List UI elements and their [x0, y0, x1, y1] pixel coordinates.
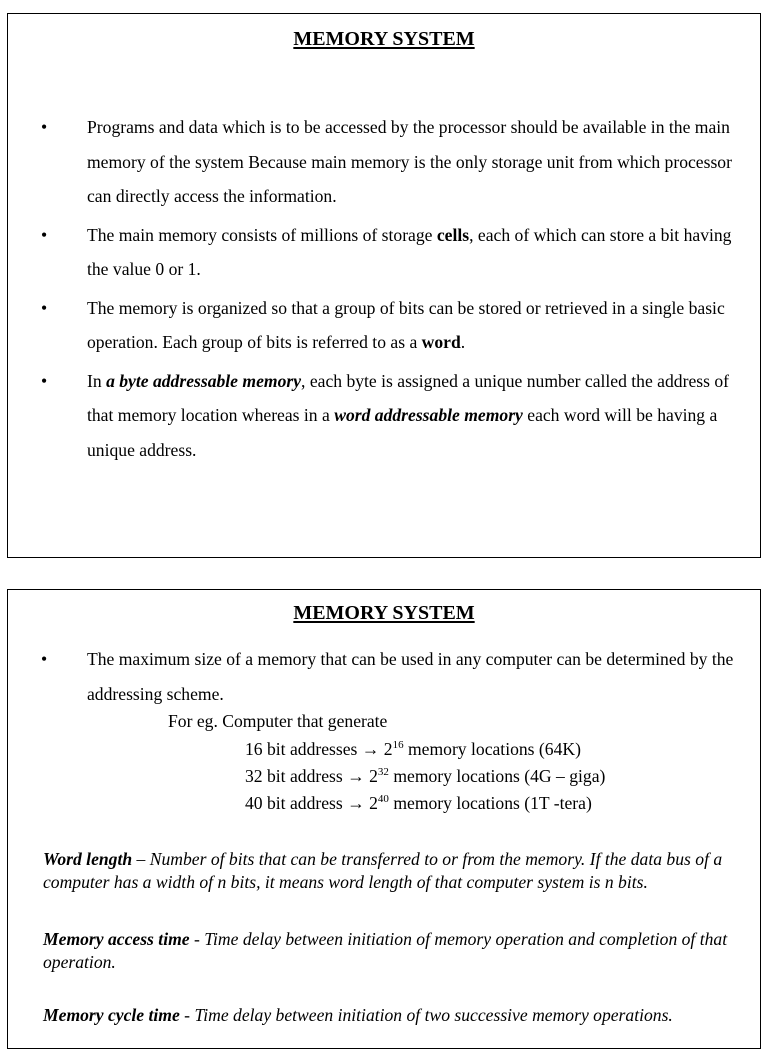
bullet-icon: •: [41, 117, 48, 137]
bullet-icon: •: [41, 297, 48, 318]
bullet-icon: •: [41, 649, 48, 669]
bullet-item: [8, 364, 760, 468]
bullet-item: [8, 291, 760, 360]
bullet-item: [8, 110, 760, 214]
bullet-text: Programs and data which is to be accessed by the processor should be available in the main memory of the system Because main memory is the only storage unit from which processor can directly access the information.: [87, 117, 732, 206]
bullet-icon: •: [41, 224, 48, 245]
slide-2-title: MEMORY SYSTEM: [293, 602, 475, 624]
definition-memory-access-time: [43, 928, 752, 974]
slide-2-bullet-list: [8, 642, 760, 715]
example-text: memory locations (1T -tera): [388, 793, 592, 813]
definition-term: Word length: [43, 849, 133, 869]
emphasis-byte-addressable: a byte addressable memory: [106, 370, 302, 391]
example-row: [245, 793, 592, 814]
example-text: 32 bit address → 2: [245, 766, 378, 786]
example-row: [245, 766, 605, 787]
example-exponent: 16: [392, 739, 404, 751]
definition-term: Memory cycle time: [43, 1005, 180, 1025]
bullet-text: The main memory consists of millions of storage: [87, 224, 437, 245]
example-text: 16 bit addresses → 2: [245, 739, 393, 759]
slide-1-bullet-list: [8, 110, 760, 471]
example-text: 40 bit address → 2: [245, 793, 378, 813]
example-text: memory locations (4G – giga): [388, 766, 606, 786]
slide-1: [7, 13, 761, 558]
example-exponent: 40: [377, 793, 389, 805]
emphasis-cells: cells: [436, 224, 470, 245]
emphasis-word: word: [421, 332, 461, 352]
bullet-text: , each of which can store a bit having the value 0 or 1.: [87, 224, 732, 279]
slide-1-title: MEMORY SYSTEM: [293, 28, 475, 50]
emphasis-word-addressable: word addressable memory: [334, 405, 523, 425]
example-row: [245, 739, 581, 760]
bullet-text: , each byte is assigned a unique number called the address of that memory location whereas in a: [87, 370, 730, 425]
example-intro: For eg. Computer that generate: [168, 711, 388, 731]
example-text: memory locations (64K): [403, 739, 581, 759]
definition-separator: -: [179, 1005, 195, 1025]
definition-word-length: [43, 848, 752, 894]
definition-term: Memory access time: [43, 929, 190, 949]
example-exponent: 32: [377, 766, 389, 778]
definition-text: Time delay between initiation of two successive memory operations.: [194, 1005, 673, 1025]
bullet-text: .: [460, 332, 466, 352]
bullet-text: In: [87, 370, 107, 391]
bullet-item: [8, 218, 760, 287]
definition-separator: –: [132, 849, 150, 869]
bullet-text: The memory is organized so that a group of bits can be stored or retrieved in a single basic operation. Each group of bits is referred to as a: [87, 297, 725, 352]
bullet-item: [8, 642, 760, 711]
slide-2: [7, 589, 761, 1049]
definition-text: Time delay between initiation of memory operation and completion of that operation.: [43, 929, 728, 972]
bullet-icon: •: [41, 370, 48, 391]
definition-separator: -: [189, 929, 205, 949]
definition-text: Number of bits that can be transferred to or from the memory. If the data bus of a computer has a width of n bits, it means word length of that computer system is n bits.: [43, 849, 723, 892]
bullet-text: The maximum size of a memory that can be used in any computer can be determined by the addressing scheme.: [87, 649, 734, 704]
bullet-text: each word will be having a unique address.: [87, 405, 718, 460]
